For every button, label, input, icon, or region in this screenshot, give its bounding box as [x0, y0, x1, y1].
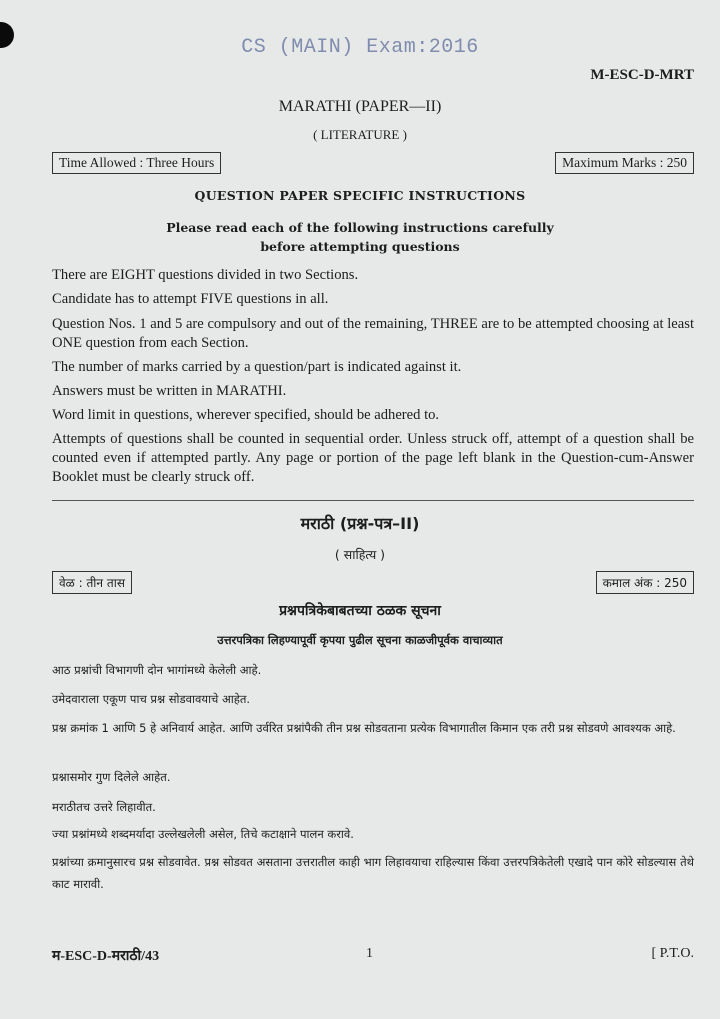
marathi-heading: प्रश्नपत्रिकेबाबतच्या ठळक सूचना: [279, 603, 441, 619]
marathi-time-box: वेळ : तीन तास: [52, 571, 132, 594]
marathi-instruction-2: उमेदवाराला एकूण पाच प्रश्न सोडवावयाचे आहेत.: [52, 692, 251, 706]
marathi-instruction-3: प्रश्न क्रमांक 1 आणि 5 हे अनिवार्य आहेत. आणि उर्वरित प्रश्नांपैकी तीन प्रश्न सोडवताना प्रत्येक विभागातील किमान एक तरी प्रश्न सोडवणे आवश्यक आहे.: [52, 721, 676, 735]
marathi-instruction-1: आठ प्रश्नांची विभागणी दोन भागांमध्ये केलेली आहे.: [52, 663, 262, 677]
marathi-instruction-4: प्रश्नासमोर गुण दिलेले आहेत.: [52, 770, 171, 784]
instructions-subheading: [0, 218, 720, 256]
english-subtitle: ( LITERATURE ): [313, 127, 407, 142]
marathi-instruction-6: ज्या प्रश्नांमध्ये शब्दमर्यादा उल्लेखलेली असेल, तिचे कटाक्षाने पालन करावे.: [52, 827, 354, 841]
time-allowed-box: Time Allowed : Three Hours: [52, 152, 221, 174]
instruction-6: Word limit in questions, wherever specified, should be adhered to.: [52, 407, 440, 423]
marathi-marks-box: कमाल अंक : 250: [596, 571, 694, 594]
subheading-line-1: Please read each of the following instructions carefully: [166, 220, 554, 235]
instruction-1: There are EIGHT questions divided in two Sections.: [52, 267, 359, 283]
max-marks-box: Maximum Marks : 250: [555, 152, 694, 174]
instruction-5: Answers must be written in MARATHI.: [52, 383, 287, 399]
instruction-7: Attempts of questions shall be counted in sequential order. Unless struck off, attempt of a question shall be counted even if attempted partly. Any page or portion of the page left blank in the Question-cum-Answer Booklet must be clearly struck off.: [52, 431, 694, 485]
marathi-instruction-5: मराठीतच उत्तरे लिहावीत.: [52, 800, 156, 814]
page-number: 1: [366, 946, 373, 961]
marathi-title: मराठी (प्रश्न-पत्र–II): [300, 514, 420, 533]
subheading-line-2: before attempting questions: [260, 239, 460, 254]
marathi-subheading: उत्तरपत्रिका लिहण्यापूर्वी कृपया पुढील सूचना काळजीपूर्वक वाचाव्यात: [217, 633, 503, 647]
exam-stamp: CS (MAIN) Exam:2016: [241, 36, 479, 59]
pto-label: [ P.T.O.: [651, 946, 694, 961]
instructions-heading: QUESTION PAPER SPECIFIC INSTRUCTIONS: [194, 188, 526, 203]
instruction-3: Question Nos. 1 and 5 are compulsory and out of the remaining, THREE are to be attempted choosing at least ONE question from each Section.: [52, 316, 694, 351]
instruction-4: The number of marks carried by a question/part is indicated against it.: [52, 359, 462, 375]
paper-code: M-ESC-D-MRT: [590, 67, 694, 83]
english-title: MARATHI (PAPER—II): [278, 98, 442, 115]
footer-code: म-ESC-D-मराठी/43: [52, 949, 160, 964]
marathi-subtitle: ( साहित्य ): [334, 547, 386, 562]
instruction-2: Candidate has to attempt FIVE questions in all.: [52, 291, 329, 307]
section-divider: [52, 500, 694, 501]
marathi-instruction-7: प्रश्नांच्या क्रमानुसारच प्रश्न सोडवावेत. प्रश्न सोडवत असताना उत्तरातील काही भाग लिहावयाचा राहिल्यास किंवा उत्तरपत्रिकेतेली एखादे पान कोरे सोडल्यास तेथे काट मारावी.: [52, 855, 694, 891]
